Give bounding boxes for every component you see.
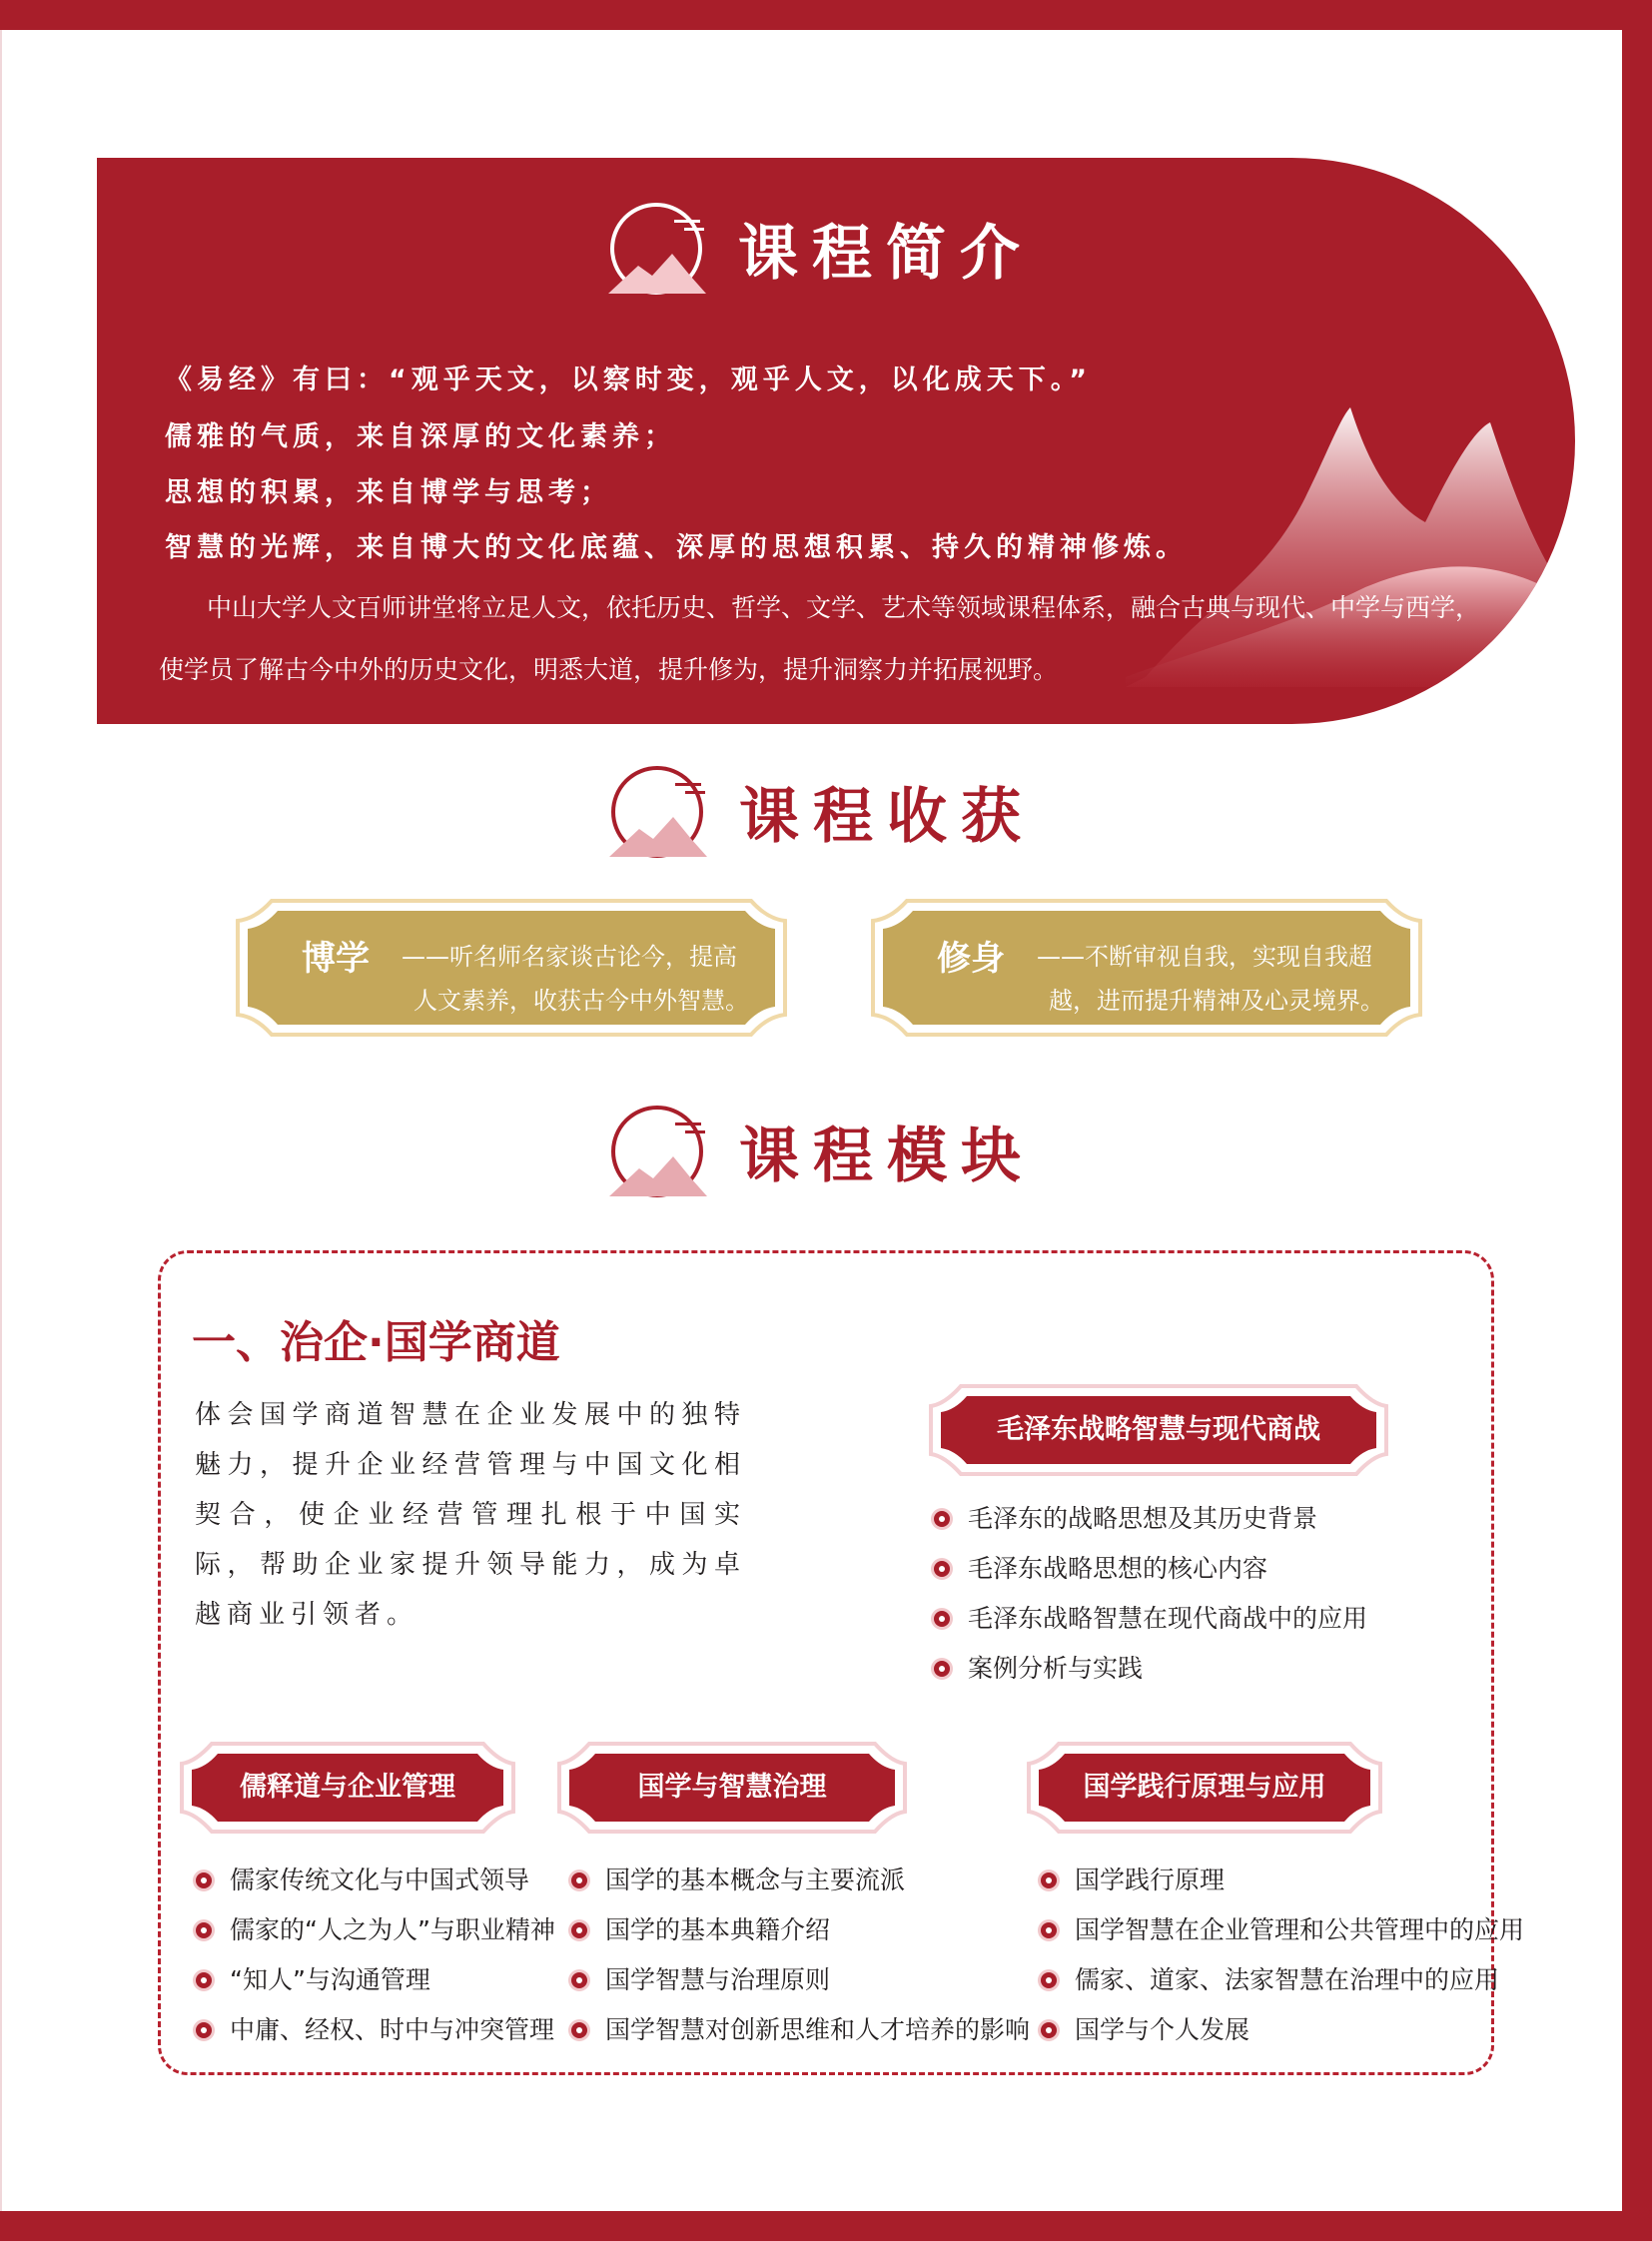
list-item-text: 儒家传统文化与中国式领导: [230, 1866, 530, 1894]
confucianism-bullet-list: [196, 1856, 555, 2055]
bullet-dot-icon: [1041, 1972, 1057, 1988]
bullet-dot-icon: [934, 1611, 950, 1627]
list-item: [934, 1594, 1367, 1644]
intro-title: 课程简介: [738, 219, 1034, 289]
intro-quote-3: 思想的积累，来自博学与思考；: [165, 477, 612, 508]
pill-label: 国学与智慧治理: [637, 1772, 827, 1803]
governance-bullet-list: [571, 1856, 1030, 2055]
practice-bullet-list: [1041, 1856, 1524, 2055]
gain-card-line-2: 人文素养，收获古今中外智慧。: [413, 987, 749, 1015]
pill-label: 国学践行原理与应用: [1083, 1772, 1326, 1803]
list-item-text: 国学智慧在企业管理和公共管理中的应用: [1075, 1915, 1525, 1944]
bullet-dot-icon: [934, 1561, 950, 1577]
module-pill-strategy: [927, 1382, 1390, 1478]
gain-card-heading: 博学: [302, 939, 370, 979]
sun-mountain-logo-icon: [595, 757, 725, 867]
list-item-text: 毛泽东的战略思想及其历史背景: [968, 1504, 1318, 1533]
list-item: [196, 1856, 555, 1905]
bullet-dot-icon: [196, 1922, 212, 1938]
list-item-text: 中庸、经权、时中与冲突管理: [230, 2015, 555, 2044]
intro-paragraph-text: 中山大学人文百师讲堂将立足人文，依托历史、哲学、文学、艺术等领域课程体系，融合古典与现代、中学与西学，使学员了解古今中外的历史文化，明悉大道，提升修为，提升洞察力并拓展视野。: [159, 593, 1481, 684]
list-item: [196, 2005, 555, 2055]
gain-card-line-1: ——听名师名家谈古论今，提高: [402, 943, 737, 971]
list-item: [934, 1544, 1367, 1594]
modules-title: 课程模块: [739, 1121, 1035, 1191]
list-item-text: “知人”与沟通管理: [230, 1965, 430, 1994]
list-item-text: 国学的基本典籍介绍: [605, 1915, 831, 1944]
gain-card-body: [402, 935, 771, 1023]
gain-card-heading: 修身: [937, 939, 1005, 979]
bullet-dot-icon: [571, 1922, 587, 1938]
module-description: 体会国学商道智慧在企业发展中的独特魅力，提升企业经营管理与中国文化相契合，使企业经营管理扎根于中国实际，帮助企业家提升领导能力，成为卓越商业引领者。: [195, 1400, 746, 1630]
list-item-text: 案例分析与实践: [968, 1654, 1144, 1683]
sun-mountain-logo-icon: [595, 1097, 725, 1206]
list-item-text: 国学践行原理: [1075, 1866, 1226, 1894]
gain-card-erudition: [232, 895, 791, 1041]
gains-section-title: [595, 757, 1035, 867]
module-pill-practice: [1025, 1740, 1384, 1836]
frame-bottom-border: [0, 2211, 1652, 2241]
bullet-dot-icon: [1041, 1872, 1057, 1888]
intro-quote-2: 儒雅的气质，来自深厚的文化素养；: [165, 421, 676, 452]
bullet-dot-icon: [1041, 2022, 1057, 2038]
list-item: [196, 1955, 555, 2005]
list-item: [571, 1905, 1030, 1955]
list-item-text: 毛泽东战略智慧在现代商战中的应用: [968, 1604, 1368, 1633]
pill-label: 毛泽东战略智慧与现代商战: [997, 1414, 1320, 1445]
list-item-text: 国学与个人发展: [1075, 2015, 1250, 2044]
module-pill-confucianism: [178, 1740, 517, 1836]
list-item-text: 国学智慧与治理原则: [605, 1965, 831, 1994]
list-item: [1041, 2005, 1524, 2055]
gain-card-line-1: ——不断审视自我，实现自我超: [1037, 943, 1372, 971]
gain-card-body: [1037, 935, 1406, 1023]
bullet-dot-icon: [1041, 1922, 1057, 1938]
list-item: [571, 1856, 1030, 1905]
list-item-text: 国学智慧对创新思维和人才培养的影响: [605, 2015, 1031, 2044]
gain-card-cultivation: [867, 895, 1426, 1041]
modules-section-title: [595, 1097, 1035, 1206]
module-heading: 一、治企·国学商道: [192, 1317, 560, 1368]
frame-top-border: [0, 0, 1652, 30]
gain-card-line-2: 越，进而提升精神及心灵境界。: [1049, 987, 1384, 1015]
intro-banner: [97, 158, 1575, 724]
frame-left-line: [0, 30, 2, 2211]
frame-right-border: [1622, 0, 1652, 2241]
bullet-dot-icon: [571, 2022, 587, 2038]
sun-mountain-logo-icon: [594, 194, 724, 304]
list-item: [1041, 1905, 1524, 1955]
list-item: [934, 1494, 1367, 1544]
list-item: [196, 1905, 555, 1955]
list-item-text: 国学的基本概念与主要流派: [605, 1866, 906, 1894]
list-item: [1041, 1955, 1524, 2005]
intro-quote-4: 智慧的光辉，来自博大的文化底蕴、深厚的思想积累、持久的精神修炼。: [165, 532, 1188, 563]
intro-quote-1: 《易经》有曰：“观乎天文，以察时变，观乎人文，以化成天下。”: [165, 365, 1092, 395]
pill-label: 儒释道与企业管理: [240, 1772, 455, 1803]
intro-section-title: [594, 194, 1034, 304]
module-pill-governance: [555, 1740, 909, 1836]
gains-title: 课程收获: [739, 782, 1035, 852]
list-item: [571, 2005, 1030, 2055]
bullet-dot-icon: [196, 1972, 212, 1988]
list-item: [934, 1644, 1367, 1694]
bullet-dot-icon: [196, 1872, 212, 1888]
list-item-text: 儒家、道家、法家智慧在治理中的应用: [1075, 1965, 1500, 1994]
intro-paragraph: [159, 577, 1497, 701]
list-item-text: 毛泽东战略思想的核心内容: [968, 1554, 1268, 1583]
list-item-text: 儒家的“人之为人”与职业精神: [230, 1915, 555, 1944]
bullet-dot-icon: [934, 1511, 950, 1527]
strategy-bullet-list: [934, 1494, 1367, 1694]
bullet-dot-icon: [934, 1661, 950, 1677]
bullet-dot-icon: [571, 1872, 587, 1888]
bullet-dot-icon: [196, 2022, 212, 2038]
bullet-dot-icon: [571, 1972, 587, 1988]
list-item: [1041, 1856, 1524, 1905]
list-item: [571, 1955, 1030, 2005]
